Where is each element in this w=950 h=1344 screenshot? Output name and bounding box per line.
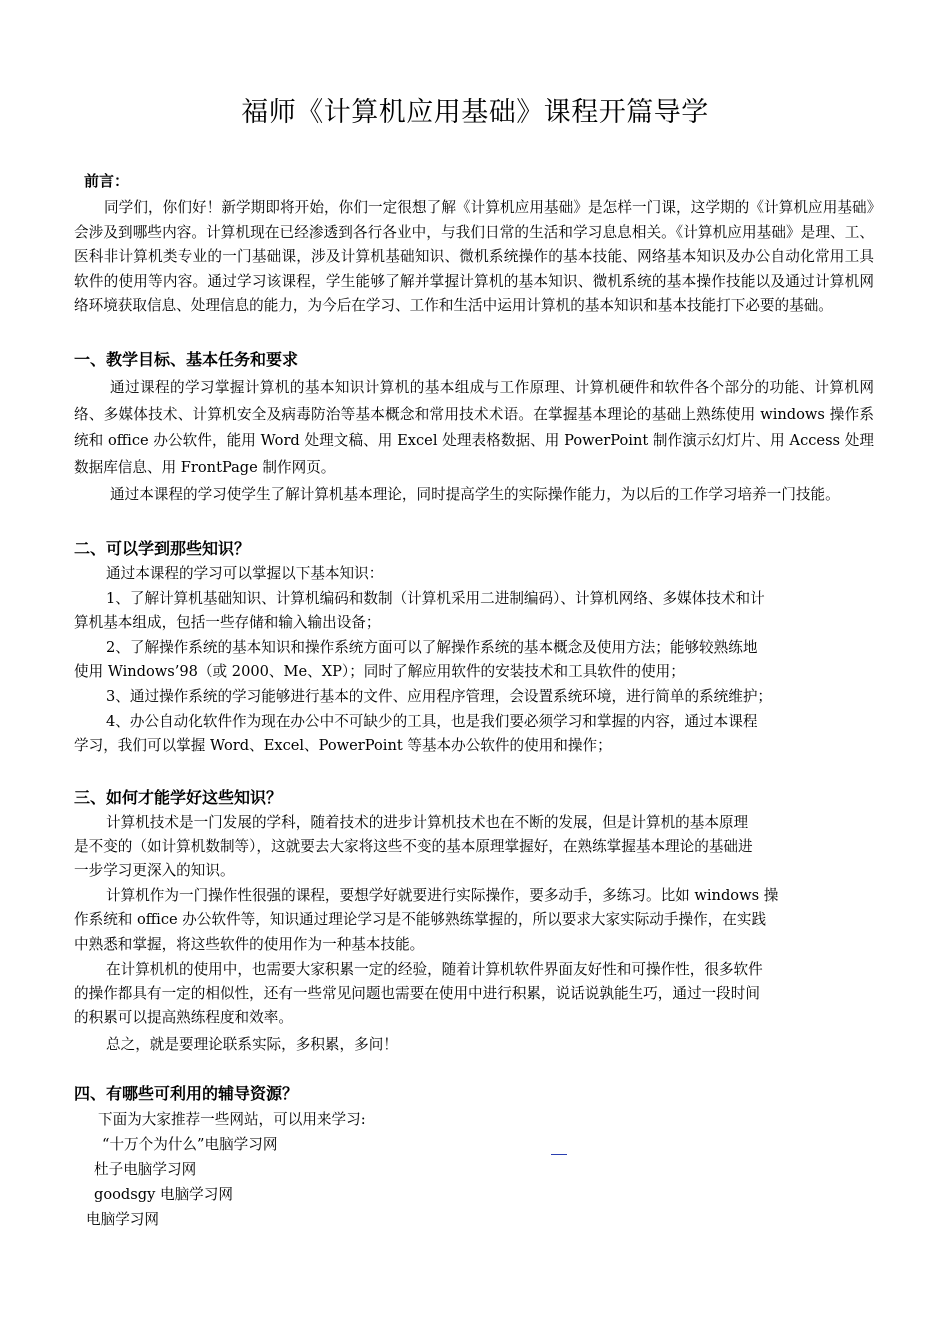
section-3-heading: 三、如何才能学好这些知识？ bbox=[74, 788, 283, 807]
section-3-p1-line-3: 一步学习更深入的知识。 bbox=[74, 862, 235, 879]
page-title: 福师《计算机应用基础》课程开篇导学 bbox=[241, 97, 709, 128]
section-2-heading: 二、可以学到那些知识？ bbox=[74, 539, 251, 558]
section-2-intro: 通过本课程的学习可以掌握以下基本知识： bbox=[106, 565, 384, 582]
site-link-3[interactable]: goodsgy 电脑学习网 bbox=[94, 1186, 233, 1203]
section-1-paragraph-2: 通过本课程的学习使学生了解计算机基本理论，同时提高学生的实际操作能力，为以后的工作学习培养一门技能。 bbox=[110, 486, 840, 503]
preface-label: 前言： bbox=[84, 172, 130, 190]
section-4-heading: 四、有哪些可利用的辅导资源？ bbox=[74, 1084, 299, 1103]
section-4-intro: 下面为大家推荐一些网站，可以用来学习: bbox=[98, 1111, 366, 1128]
list-item-2-line-2: 使用 Windows’98（或 2000、Me、XP）；同时了解应用软件的安装技术和工具软件的使用； bbox=[74, 663, 685, 680]
section-3-p1-line-2: 是不变的（如计算机数制等），这就要去大家将这些不变的基本原理掌握好，在熟练掌握基本理论的基础进 bbox=[74, 838, 753, 855]
list-item-4-line-1: 4、办公自动化软件作为现在办公中不可缺少的工具，也是我们要必须学习和掌握的内容，通过本课程 bbox=[106, 713, 758, 730]
site-link-1[interactable]: “十万个为什么”电脑学习网 bbox=[102, 1136, 278, 1153]
link-underline-mark[interactable] bbox=[551, 1154, 567, 1155]
section-3-p4: 总之，就是要理论联系实际，多积累，多问！ bbox=[106, 1036, 398, 1053]
section-3-p3-line-2: 的操作都具有一定的相似性，还有一些常见问题也需要在使用中进行积累，说话说孰能生巧，通过一段时间 bbox=[74, 985, 760, 1002]
list-item-2-line-1: 2、了解操作系统的基本知识和操作系统方面可以了解操作系统的基本概念及使用方法；能够较熟练地 bbox=[106, 639, 758, 656]
site-link-4[interactable]: 电脑学习网 bbox=[86, 1211, 159, 1228]
preface-paragraph: 同学们，你们好！新学期即将开始，你们一定很想了解《计算机应用基础》是怎样一门课，这学期的《计算机应用基础》会涉及到哪些内容。计算机现在已经渗透到各行各业中，与我们日常的生活和学习息息相关。《计算机应用基础》是理、工、医科非计算机类专业的一门基础课，涉及计算机基础知识、微机系统操作的基本技能、网络基本知识及办公自动化常用工具软件的使用等内容。通过学习该课程，学生能够了解并掌握计算机的基本知识、微机系统的基本操作技能以及通过计算机网络环境获取信息、处理信息的能力，为今后在学习、工作和生活中运用计算机的基本知识和基本技能打下必要的基础。 bbox=[74, 199, 874, 314]
section-1-paragraph-1: 通过课程的学习掌握计算机的基本知识计算机的基本组成与工作原理、计算机硬件和软件各个部分的功能、计算机网络、多媒体技术、计算机安全及病毒防治等基本概念和常用技术术语。在掌握基本理论的基础上熟练使用 windows 操作系统和 office 办公软件，能用 Word 处理文稿、用 Excel 处理表格数据、用 PowerPoint 制作演示幻灯片、用 Access 处理数据库信息、用 FrontPage 制作网页。 bbox=[74, 379, 874, 476]
section-1-heading: 一、教学目标、基本任务和要求 bbox=[74, 350, 299, 369]
section-3-p2-line-2: 作系统和 office 办公软件等，知识通过理论学习是不能够熟练掌握的，所以要求大家实际动手操作，在实践 bbox=[74, 911, 767, 928]
section-3-p3-line-1: 在计算机机的使用中，也需要大家积累一定的经验，随着计算机软件界面友好性和可操作性，很多软件 bbox=[106, 961, 763, 978]
list-item-1-line-1: 1、了解计算机基础知识、计算机编码和数制（计算机采用二进制编码）、计算机网络、多媒体技术和计 bbox=[106, 590, 765, 607]
section-3-p1-line-1: 计算机技术是一门发展的学科，随着技术的进步计算机技术也在不断的发展，但是计算机的基本原理 bbox=[106, 814, 749, 831]
section-3-p2-line-1: 计算机作为一门操作性很强的课程，要想学好就要进行实际操作，要多动手，多练习。比如 windows 操 bbox=[106, 887, 779, 904]
site-link-2[interactable]: 杜子电脑学习网 bbox=[94, 1161, 197, 1178]
section-3-p3-line-3: 的积累可以提高熟练程度和效率。 bbox=[74, 1009, 293, 1026]
list-item-4-line-2: 学习，我们可以掌握 Word、Excel、PowerPoint 等基本办公软件的使用和操作； bbox=[74, 737, 612, 754]
list-item-1-line-2: 算机基本组成，包括一些存储和输入输出设备； bbox=[74, 614, 381, 631]
list-item-3-line-1: 3、通过操作系统的学习能够进行基本的文件、应用程序管理，会设置系统环境，进行简单的系统维护； bbox=[106, 688, 773, 705]
section-3-p2-line-3: 中熟悉和掌握，将这些软件的使用作为一种基本技能。 bbox=[74, 936, 425, 953]
